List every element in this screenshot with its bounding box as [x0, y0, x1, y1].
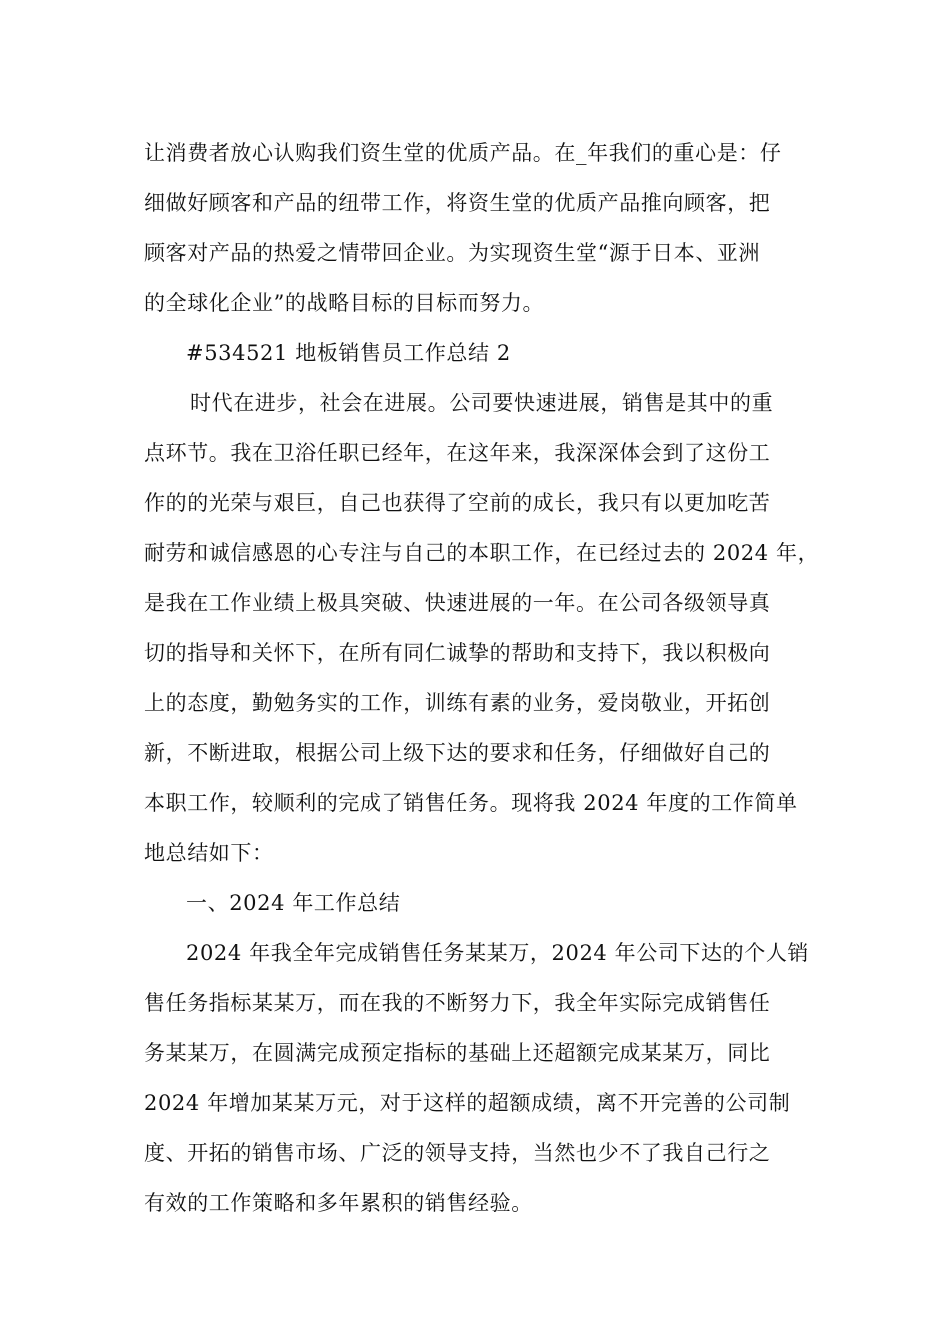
paragraph-line: 切的指导和关怀下，在所有同仁诚挚的帮助和支持下，我以积极向 [144, 641, 771, 665]
paragraph-line: 作的的光荣与艰巨，自己也获得了空前的成长，我只有以更加吃苦 [144, 491, 771, 515]
paragraph-line: 的全球化企业”的战略目标的目标而努力。 [144, 291, 545, 315]
paragraph-line: 让消费者放心认购我们资生堂的优质产品。在_年我们的重心是：仔 [144, 141, 782, 165]
paragraph-line: 地总结如下： [144, 841, 274, 865]
paragraph-line: 耐劳和诚信感恩的心专注与自己的本职工作，在已经过去的 2024 年， [144, 541, 820, 565]
paragraph-line: 度、开拓的销售市场、广泛的领导支持，当然也少不了我自己行之 [144, 1141, 771, 1165]
section-heading: 一、2024 年工作总结 [186, 891, 401, 915]
paragraph-line: 点环节。我在卫浴任职已经年，在这年来，我深深体会到了这份工 [144, 441, 771, 465]
paragraph-line: 上的态度，勤勉务实的工作，训练有素的业务，爱岗敬业，开拓创 [144, 691, 771, 715]
paragraph-line: 2024 年增加某某万元，对于这样的超额成绩，离不开完善的公司制 [144, 1091, 791, 1115]
paragraph-line: 细做好顾客和产品的纽带工作，将资生堂的优质产品推向顾客，把 [144, 191, 771, 215]
paragraph-line: 本职工作，较顺利的完成了销售任务。现将我 2024 年度的工作简单 [144, 791, 798, 815]
section-heading: #534521 地板销售员工作总结 2 [186, 341, 511, 365]
paragraph-line: 售任务指标某某万，而在我的不断努力下，我全年实际完成销售任 [144, 991, 771, 1015]
paragraph-line: 时代在进步，社会在进展。公司要快速进展，销售是其中的重 [190, 391, 774, 415]
paragraph-line: 是我在工作业绩上极具突破、快速进展的一年。在公司各级领导真 [144, 591, 771, 615]
paragraph-line: 有效的工作策略和多年累积的销售经验。 [144, 1191, 533, 1215]
paragraph-line: 2024 年我全年完成销售任务某某万，2024 年公司下达的个人销 [186, 941, 810, 965]
paragraph-line: 务某某万，在圆满完成预定指标的基础上还超额完成某某万，同比 [144, 1041, 771, 1065]
paragraph-line: 顾客对产品的热爱之情带回企业。为实现资生堂“源于日本、亚洲 [144, 241, 761, 265]
paragraph-line: 新，不断进取，根据公司上级下达的要求和任务，仔细做好自己的 [144, 741, 771, 765]
